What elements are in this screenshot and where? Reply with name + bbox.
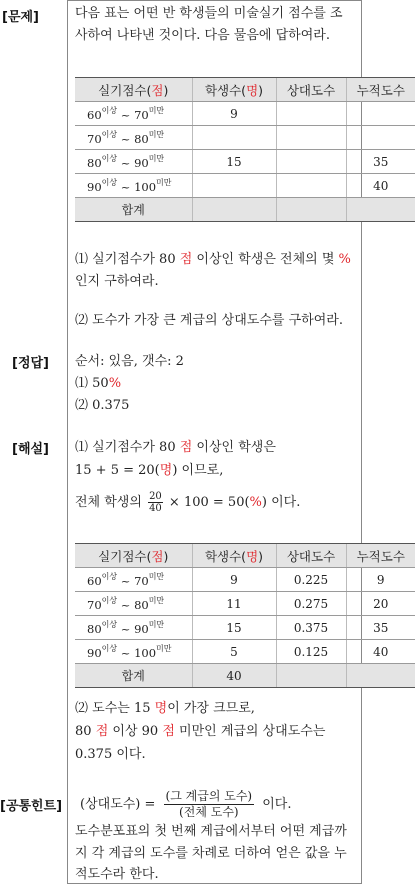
hint-label: [공통힌트] <box>0 799 63 814</box>
count-cell: 11 <box>192 592 276 616</box>
total-count: 40 <box>192 664 276 688</box>
total-relative <box>276 198 346 222</box>
cumulative-frequency-cell: 20 <box>346 592 415 616</box>
explanation-part2-line-1: ⑵ 도수는 15 명이 가장 크므로, <box>75 701 255 716</box>
relative-frequency-cell: 0.275 <box>276 592 346 616</box>
hint-line-3: 지 각 계급의 도수를 차례로 더하여 얻은 값을 누 <box>75 846 347 861</box>
hint-line-4: 적도수라 한다. <box>75 867 159 882</box>
table-row <box>75 592 415 616</box>
hint-line-2: 도수분포표의 첫 번째 계급에서부터 어떤 계급까 <box>75 824 347 839</box>
count-cell: 15 <box>192 150 276 174</box>
class-range-cell: $70^{이상}$ ~ $80^{미만}$ <box>75 592 192 616</box>
relative-frequency-cell <box>276 150 346 174</box>
frequency-table-solution <box>75 543 415 688</box>
cumulative-frequency-cell <box>346 102 415 126</box>
cumulative-frequency-cell <box>346 126 415 150</box>
total-count <box>192 198 276 222</box>
problem-line-2: 사하여 나타낸 것이다. 다음 물음에 답하여라. <box>75 28 330 43</box>
explanation-label: [해설] <box>12 442 49 457</box>
class-range-cell: $70^{이상}$ ~ $80^{미만}$ <box>75 126 192 150</box>
count-cell: 5 <box>192 640 276 664</box>
header-count: 학생수(명) <box>192 544 276 568</box>
fraction: $\frac{20}{40}$ <box>149 491 162 514</box>
class-range-cell: $90^{이상}$ ~ $100^{미만}$ <box>75 174 192 198</box>
header-score: 실기점수(점) <box>75 78 192 102</box>
answer-label: [정답] <box>12 356 49 371</box>
class-range-cell: $80^{이상}$ ~ $90^{미만}$ <box>75 150 192 174</box>
hint-formula: (상대도수) = (그 계급의 도수) (전체 도수) 이다. <box>80 789 292 819</box>
class-range-cell: $80^{이상}$ ~ $90^{미만}$ <box>75 616 192 640</box>
count-cell: 15 <box>192 616 276 640</box>
total-row <box>75 664 415 688</box>
answer-line-1: 순서: 있음, 갯수: 2 <box>75 354 184 369</box>
cumulative-frequency-cell: 40 <box>346 640 415 664</box>
question-1-line-2: 인지 구하여라. <box>75 274 159 289</box>
header-count: 학생수(명) <box>192 78 276 102</box>
question-2: ⑵ 도수가 가장 큰 계급의 상대도수를 구하여라. <box>75 313 343 328</box>
table-row <box>75 126 415 150</box>
answer-line-3: ⑵ 0.375 <box>75 398 130 413</box>
relative-frequency-cell: 0.225 <box>276 568 346 592</box>
explanation-part2-line-2: 80 점 이상 90 점 미만인 계급의 상대도수는 <box>75 724 326 739</box>
explanation-line-3: 전체 학생의 $\frac{20}{40}$ × 100 = 50(%) 이다. <box>75 491 301 514</box>
cumulative-frequency-cell: 35 <box>346 616 415 640</box>
hint-fraction: (그 계급의 도수) (전체 도수) <box>165 789 253 819</box>
header-cumulative: 누적도수 <box>346 544 415 568</box>
relative-frequency-cell: 0.375 <box>276 616 346 640</box>
cumulative-frequency-cell: 40 <box>346 174 415 198</box>
frequency-table-problem <box>75 77 415 222</box>
total-relative <box>276 664 346 688</box>
explanation-part2-line-3: 0.375 이다. <box>75 747 146 762</box>
answer-line-2: ⑴ 50% <box>75 376 122 391</box>
total-row <box>75 198 415 222</box>
table-header-row <box>75 544 415 568</box>
relative-frequency-cell <box>276 126 346 150</box>
table-row <box>75 174 415 198</box>
table-row <box>75 150 415 174</box>
header-cumulative: 누적도수 <box>346 78 415 102</box>
cumulative-frequency-cell: 9 <box>346 568 415 592</box>
count-cell <box>192 126 276 150</box>
relative-frequency-cell: 0.125 <box>276 640 346 664</box>
header-relative: 상대도수 <box>276 78 346 102</box>
explanation-line-1: ⑴ 실기점수가 80 점 이상인 학생은 <box>75 440 276 455</box>
question-1-line-1: ⑴ 실기점수가 80 점 이상인 학생은 전체의 몇 % <box>75 252 351 267</box>
count-cell: 9 <box>192 568 276 592</box>
total-cumulative <box>346 664 415 688</box>
total-label: 합계 <box>75 198 192 222</box>
table-row <box>75 640 415 664</box>
total-label: 합계 <box>75 664 192 688</box>
problem-line-1: 다음 표는 어떤 반 학생들의 미술실기 점수를 조 <box>75 6 343 21</box>
explanation-line-2: 15 + 5 = 20(명) 이므로, <box>75 463 224 478</box>
problem-label: [문제] <box>2 10 39 25</box>
table-header-row <box>75 78 415 102</box>
count-cell: 9 <box>192 102 276 126</box>
count-cell <box>192 174 276 198</box>
table-row <box>75 102 415 126</box>
relative-frequency-cell <box>276 102 346 126</box>
class-range-cell: $60^{이상}$ ~ $70^{미만}$ <box>75 102 192 126</box>
class-range-cell: $90^{이상}$ ~ $100^{미만}$ <box>75 640 192 664</box>
class-range-cell: $60^{이상}$ ~ $70^{미만}$ <box>75 568 192 592</box>
total-cumulative <box>346 198 415 222</box>
table-row <box>75 568 415 592</box>
header-relative: 상대도수 <box>276 544 346 568</box>
cumulative-frequency-cell: 35 <box>346 150 415 174</box>
header-score: 실기점수(점) <box>75 544 192 568</box>
relative-frequency-cell <box>276 174 346 198</box>
table-row <box>75 616 415 640</box>
